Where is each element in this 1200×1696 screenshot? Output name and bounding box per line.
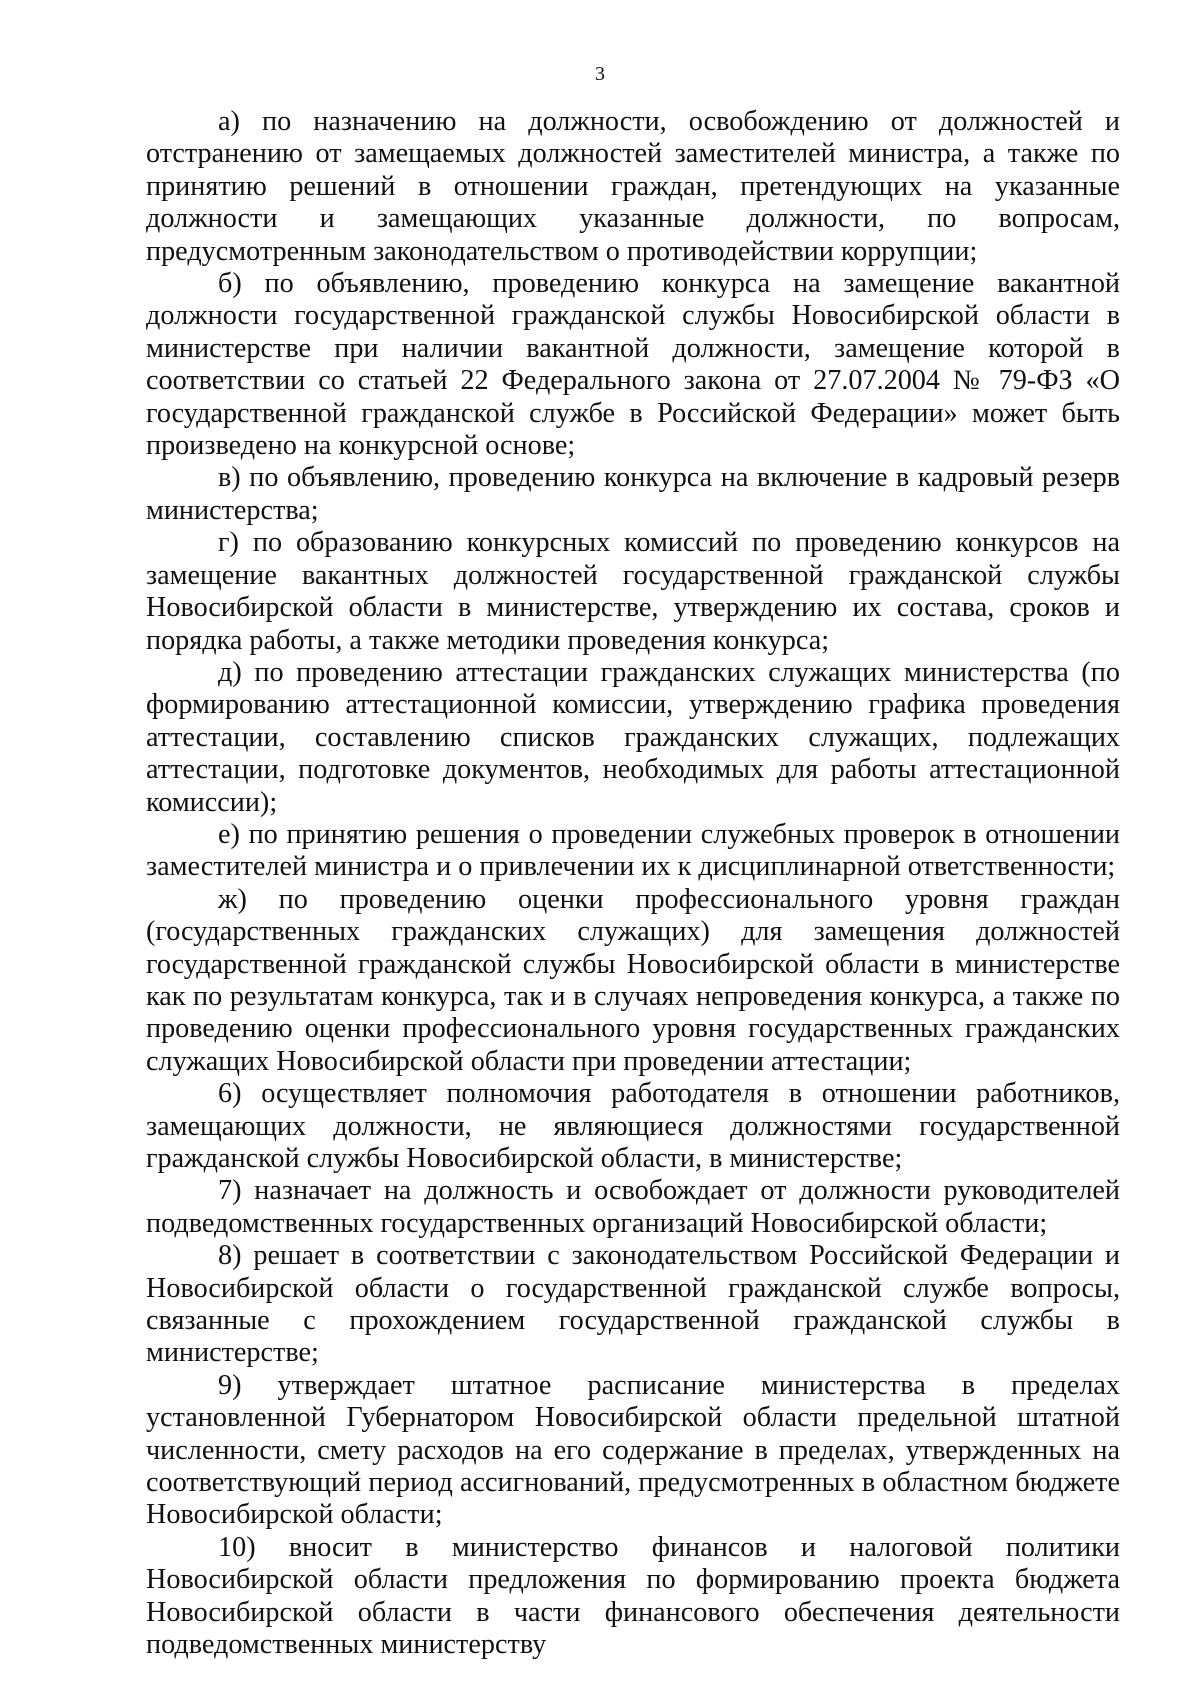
paragraph-e: е) по принятию решения о проведении служебных проверок в отношении заместителей министра и о привлечении их к дисциплинарной ответственности; <box>146 818 1120 883</box>
paragraph-6: 6) осуществляет полномочия работодателя в отношении работников, замещающих должности, не являющиеся должностями государственной гражданской службы Новосибирской области, в министерстве; <box>146 1078 1120 1174</box>
paragraph-7: 7) назначает на должность и освобождает от должности руководителей подведомственных государственных организаций Новосибирской области; <box>146 1175 1120 1239</box>
paragraph-d: д) по проведению аттестации гражданских служащих министерства (по формированию аттестационной комиссии, утверждению графика проведения аттестации, составлению списков гражданских служащих, подлежащих аттестации, подготовке документов, необходимых для работы аттестационной комиссии); <box>146 656 1120 818</box>
paragraph-v: в) по объявлению, проведению конкурса на включение в кадровый резерв министерства; <box>146 462 1120 526</box>
paragraph-8: 8) решает в соответствии с законодательством Российской Федерации и Новосибирской области о государственной гражданской службе вопросы, связанные с прохождением государственной гражданской службы в министерстве; <box>146 1240 1120 1369</box>
page-number: 3 <box>595 63 605 85</box>
paragraph-g: г) по образованию конкурсных комиссий по проведению конкурсов на замещение вакантных должностей государственной гражданской службы Новосибирской области в министерстве, утверждению их состава, сроков и порядка работы, а также методики проведения конкурса; <box>146 527 1120 656</box>
paragraph-b: б) по объявлению, проведению конкурса на замещение вакантной должности государственной гражданской службы Новосибирской области в министерстве при наличии вакантной должности, замещение которой в соответствии со статьей 22 Федерального закона от 27.07.2004 № 79-ФЗ «О государственной гражданской службе в Российской Федерации» может быть произведено на конкурсной основе; <box>146 268 1120 462</box>
document-body <box>146 106 1120 1662</box>
paragraph-zh: ж) по проведению оценки профессионального уровня граждан (государственных гражданских служащих) для замещения должностей государственной гражданской службы Новосибирской области в министерстве как по результатам конкурса, так и в случаях непроведения конкурса, а также по проведению оценки профессионального уровня государственных гражданских служащих Новосибирской области при проведении аттестации; <box>146 883 1120 1077</box>
paragraph-10: 10) вносит в министерство финансов и налоговой политики Новосибирской области предложения по формированию проекта бюджета Новосибирской области в части финансового обеспечения деятельности подведомственных министерству <box>146 1531 1120 1661</box>
paragraph-a: а) по назначению на должности, освобождению от должностей и отстранению от замещаемых должностей заместителей министра, а также по принятию решений в отношении граждан, претендующих на указанные должности и замещающих указанные должности, по вопросам, предусмотренным законодательством о противодействии коррупции; <box>146 106 1120 267</box>
paragraph-9: 9) утверждает штатное расписание министерства в пределах установленной Губернатором Новосибирской области предельной штатной численности, смету расходов на его содержание в пределах, утвержденных на соответствующий период ассигнований, предусмотренных в областном бюджете Новосибирской области; <box>146 1369 1120 1531</box>
